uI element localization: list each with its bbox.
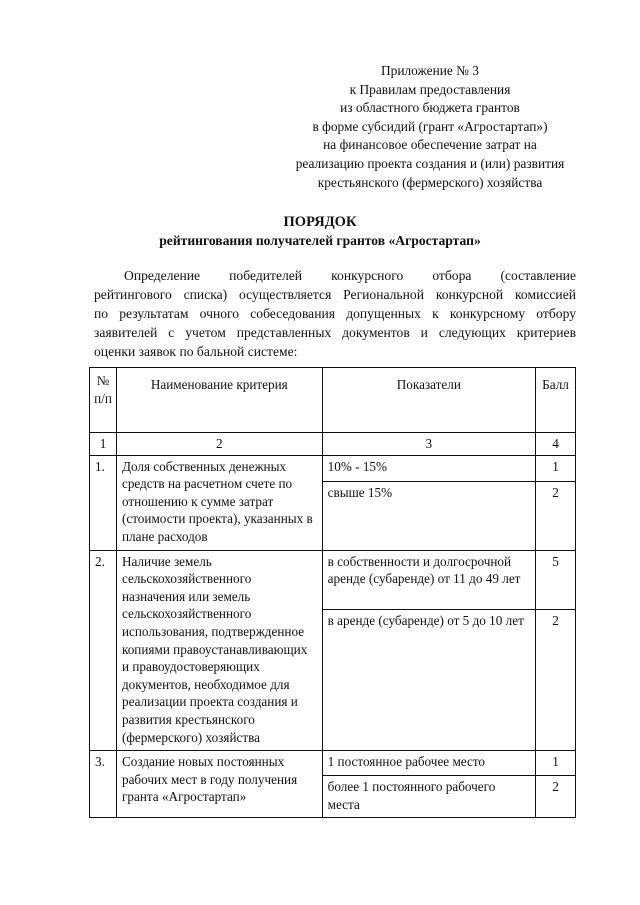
indicator-cell: свыше 15% (322, 481, 535, 550)
criterion-name: Создание новых постоянных рабочих мест в году получения гранта «Агростартап» (116, 751, 322, 818)
intro-line: заявителей с учетом представленных документов и следующих критериев (94, 325, 576, 340)
criteria-table (89, 367, 576, 818)
appendix-line: из областного бюджета грантов (340, 100, 520, 116)
appendix-line: на финансовое обеспечение затрат на (323, 137, 537, 153)
indicator-cell: более 1 постоянного рабочего места (322, 776, 535, 818)
appendix-line: в форме субсидий (грант «Агростартап») (312, 118, 548, 134)
criterion-number: 2. (90, 550, 117, 751)
table-header-row (90, 368, 576, 433)
appendix-line: крестьянского (фермерского) хозяйства (317, 174, 543, 190)
score-cell: 2 (536, 776, 576, 818)
header-score: Балл (536, 368, 576, 433)
table-row (90, 751, 576, 776)
score-cell: 2 (536, 609, 576, 751)
indicator-cell: 10% - 15% (322, 455, 535, 481)
criterion-name: Доля собственных денежных средств на расчетном счете по отношению к сумме затрат (стоимости проекта), указанных в плане расходов (116, 455, 322, 550)
document-subtitle: рейтингования получателей грантов «Агростартап» (159, 233, 481, 248)
criterion-name: Наличие земель сельскохозяйственного назначения или земель сельскохозяйственного использования, подтвержденное копиями правоустанавливающих и правоудостоверяющих документов, необходимое для реализации проекта создания и развития крестьянского (фермерского) хозяйства (116, 550, 322, 751)
intro-line: рейтингового списка) осуществляется Региональной конкурсной комиссией (94, 287, 576, 302)
intro-line: по результатам очного собеседования допущенных к конкурсному отбору (94, 306, 576, 321)
header-indicators: Показатели (322, 368, 535, 433)
criterion-number: 1. (90, 455, 117, 550)
header-criterion: Наименование критерия (116, 368, 322, 433)
appendix-heading (250, 62, 610, 192)
intro-paragraph (94, 266, 576, 361)
header-num: № п/п (90, 368, 117, 433)
score-cell: 1 (536, 455, 576, 481)
score-cell: 5 (536, 550, 576, 609)
table-row (90, 455, 576, 481)
document-title: ПОРЯДОК (283, 214, 357, 230)
score-cell: 2 (536, 481, 576, 550)
column-number: 4 (536, 433, 576, 456)
intro-line: Определение победителей конкурсного отбора (составление (124, 268, 576, 283)
column-number: 2 (116, 433, 322, 456)
appendix-line: Приложение № 3 (380, 63, 480, 78)
score-cell: 1 (536, 751, 576, 776)
indicator-cell: в собственности и долгосрочной аренде (субаренде) от 11 до 49 лет (322, 550, 535, 609)
column-number: 1 (90, 433, 117, 456)
column-number: 3 (322, 433, 535, 456)
indicator-cell: 1 постоянное рабочее место (322, 751, 535, 776)
appendix-line: реализацию проекта создания и (или) развития (295, 155, 565, 171)
appendix-line: к Правилам предоставления (349, 81, 511, 97)
column-number-row (90, 433, 576, 456)
criterion-number: 3. (90, 751, 117, 818)
table-row (90, 550, 576, 609)
intro-line: оценки заявок по бальной системе: (94, 344, 298, 359)
indicator-cell: в аренде (субаренде) от 5 до 10 лет (322, 609, 535, 751)
